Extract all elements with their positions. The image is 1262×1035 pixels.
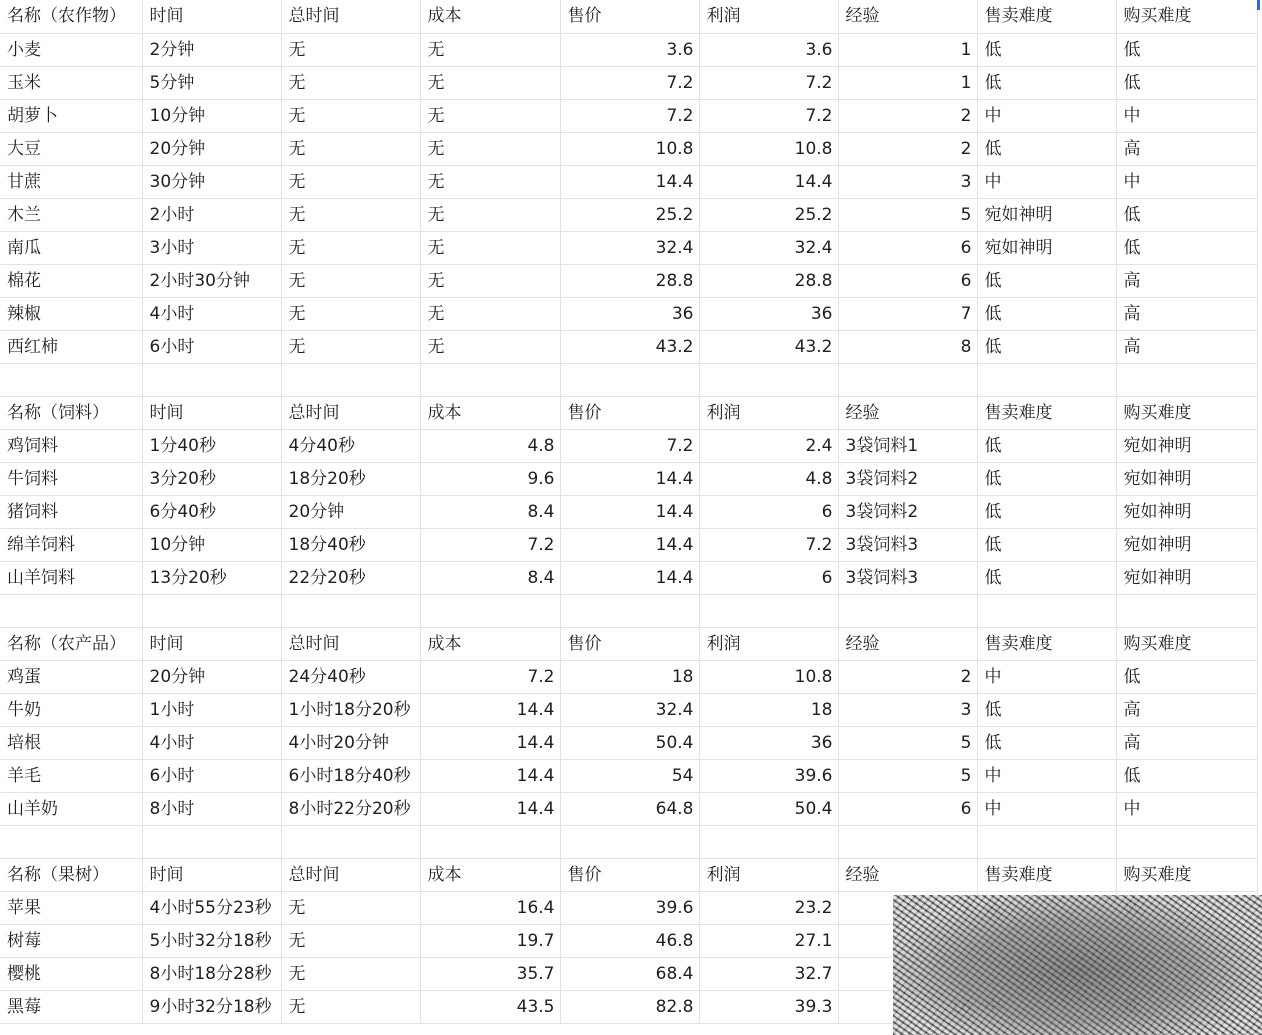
table-cell[interactable]: 10.8 <box>699 660 838 693</box>
empty-cell[interactable] <box>420 594 560 627</box>
header-cell[interactable]: 购买难度 <box>1116 396 1257 429</box>
table-cell[interactable]: 3 <box>838 165 977 198</box>
table-cell[interactable]: 1 <box>838 33 977 66</box>
table-cell[interactable]: 樱桃 <box>0 957 142 990</box>
table-cell[interactable]: 6小时 <box>142 759 281 792</box>
table-cell[interactable]: 4小时 <box>142 726 281 759</box>
header-cell[interactable]: 售价 <box>560 858 699 891</box>
table-cell[interactable]: 4小时20分钟 <box>281 726 420 759</box>
table-row <box>0 165 1257 198</box>
header-row <box>0 0 1257 33</box>
header-cell[interactable]: 成本 <box>420 0 560 33</box>
table-cell[interactable]: 14.4 <box>560 165 699 198</box>
table-cell[interactable]: 无 <box>281 66 420 99</box>
table-cell[interactable]: 苹果 <box>0 891 142 924</box>
table-cell[interactable]: 低 <box>1116 33 1257 66</box>
table-cell[interactable]: 低 <box>977 330 1116 363</box>
table-cell[interactable]: 18分40秒 <box>281 528 420 561</box>
table-cell[interactable]: 8 <box>838 330 977 363</box>
table-cell[interactable]: 20分钟 <box>281 495 420 528</box>
table-cell[interactable]: 18 <box>699 693 838 726</box>
table-cell[interactable]: 82.8 <box>560 990 699 1023</box>
table-cell[interactable]: 无 <box>420 66 560 99</box>
header-cell[interactable]: 经验 <box>838 858 977 891</box>
table-cell[interactable]: 7.2 <box>560 99 699 132</box>
table-cell[interactable]: 宛如神明 <box>977 231 1116 264</box>
table-cell[interactable]: 山羊饲料 <box>0 561 142 594</box>
table-cell[interactable]: 无 <box>420 132 560 165</box>
table-cell[interactable]: 6分40秒 <box>142 495 281 528</box>
table-cell[interactable]: 无 <box>281 99 420 132</box>
empty-cell[interactable] <box>0 594 142 627</box>
header-cell[interactable]: 购买难度 <box>1116 0 1257 33</box>
table-cell[interactable]: 14.4 <box>420 693 560 726</box>
table-cell[interactable]: 羊毛 <box>0 759 142 792</box>
table-cell[interactable]: 低 <box>977 264 1116 297</box>
header-cell[interactable]: 售价 <box>560 396 699 429</box>
table-cell[interactable]: 6小时 <box>142 330 281 363</box>
header-cell[interactable]: 售卖难度 <box>977 627 1116 660</box>
table-cell[interactable]: 7.2 <box>420 528 560 561</box>
table-cell[interactable]: 10分钟 <box>142 528 281 561</box>
table-cell[interactable]: 低 <box>1116 660 1257 693</box>
table-cell[interactable]: 28.8 <box>560 264 699 297</box>
empty-row <box>0 825 1257 858</box>
table-cell[interactable]: 1小时18分20秒 <box>281 693 420 726</box>
table-cell[interactable]: 无 <box>420 330 560 363</box>
table-cell[interactable]: 6 <box>838 264 977 297</box>
table-row <box>0 330 1257 363</box>
header-cell[interactable]: 总时间 <box>281 396 420 429</box>
table-cell[interactable]: 43.2 <box>699 330 838 363</box>
table-cell[interactable]: 宛如神明 <box>1116 429 1257 462</box>
table-cell[interactable]: 中 <box>1116 165 1257 198</box>
empty-cell[interactable] <box>977 825 1116 858</box>
table-cell[interactable]: 9.6 <box>420 462 560 495</box>
table-cell[interactable]: 46.8 <box>560 924 699 957</box>
table-cell[interactable]: 8小时22分20秒 <box>281 792 420 825</box>
table-cell[interactable]: 无 <box>281 165 420 198</box>
table-cell[interactable]: 3袋饲料1 <box>838 429 977 462</box>
table-cell[interactable]: 13分20秒 <box>142 561 281 594</box>
empty-cell[interactable] <box>281 594 420 627</box>
table-cell[interactable]: 6 <box>699 495 838 528</box>
table-cell[interactable]: 1小时 <box>142 693 281 726</box>
header-cell[interactable]: 购买难度 <box>1116 627 1257 660</box>
table-cell[interactable]: 5 <box>838 198 977 231</box>
table-cell[interactable]: 43.5 <box>420 990 560 1023</box>
table-row <box>0 726 1257 759</box>
table-cell[interactable]: 20分钟 <box>142 132 281 165</box>
table-cell[interactable]: 无 <box>420 231 560 264</box>
table-cell[interactable]: 牛饲料 <box>0 462 142 495</box>
empty-cell[interactable] <box>1116 363 1257 396</box>
noise-overlay <box>893 895 1262 1035</box>
selection-edge-marker <box>1257 0 1260 10</box>
table-cell[interactable]: 14.4 <box>420 759 560 792</box>
table-cell[interactable]: 低 <box>1116 66 1257 99</box>
table-cell[interactable]: 2 <box>838 132 977 165</box>
table-cell[interactable]: 木兰 <box>0 198 142 231</box>
header-cell[interactable]: 利润 <box>699 627 838 660</box>
empty-row <box>0 363 1257 396</box>
table-cell[interactable]: 低 <box>977 528 1116 561</box>
empty-cell[interactable] <box>699 363 838 396</box>
empty-cell[interactable] <box>142 594 281 627</box>
table-cell[interactable]: 2 <box>838 99 977 132</box>
table-cell[interactable]: 中 <box>977 99 1116 132</box>
table-cell[interactable]: 8小时 <box>142 792 281 825</box>
table-cell[interactable]: 36 <box>699 726 838 759</box>
table-cell[interactable]: 5小时32分18秒 <box>142 924 281 957</box>
table-cell[interactable]: 低 <box>1116 231 1257 264</box>
empty-cell[interactable] <box>560 363 699 396</box>
table-cell[interactable]: 36 <box>560 297 699 330</box>
header-cell[interactable]: 售价 <box>560 0 699 33</box>
empty-cell[interactable] <box>560 594 699 627</box>
table-cell[interactable]: 中 <box>977 660 1116 693</box>
table-row <box>0 693 1257 726</box>
table-cell[interactable]: 低 <box>977 462 1116 495</box>
table-cell[interactable]: 10分钟 <box>142 99 281 132</box>
table-cell[interactable]: 24分40秒 <box>281 660 420 693</box>
table-row <box>0 33 1257 66</box>
table-cell[interactable]: 20分钟 <box>142 660 281 693</box>
table-row <box>0 132 1257 165</box>
table-cell[interactable]: 低 <box>977 561 1116 594</box>
table-cell[interactable]: 大豆 <box>0 132 142 165</box>
header-cell[interactable]: 经验 <box>838 0 977 33</box>
table-cell[interactable]: 低 <box>977 132 1116 165</box>
table-cell[interactable]: 2分钟 <box>142 33 281 66</box>
table-cell[interactable]: 9小时32分18秒 <box>142 990 281 1023</box>
table-cell[interactable]: 4.8 <box>420 429 560 462</box>
empty-cell[interactable] <box>281 825 420 858</box>
table-cell[interactable]: 32.4 <box>560 693 699 726</box>
table-row <box>0 462 1257 495</box>
table-cell[interactable]: 3袋饲料2 <box>838 462 977 495</box>
table-cell[interactable]: 低 <box>977 429 1116 462</box>
table-cell[interactable]: 牛奶 <box>0 693 142 726</box>
table-cell[interactable]: 14.4 <box>420 726 560 759</box>
table-cell[interactable]: 2 <box>838 660 977 693</box>
table-cell[interactable]: 6 <box>838 792 977 825</box>
table-cell[interactable]: 胡萝卜 <box>0 99 142 132</box>
table-cell[interactable]: 8.4 <box>420 495 560 528</box>
table-cell[interactable]: 无 <box>420 165 560 198</box>
table-cell[interactable]: 宛如神明 <box>977 198 1116 231</box>
table-cell[interactable]: 高 <box>1116 726 1257 759</box>
table-cell[interactable]: 6 <box>699 561 838 594</box>
table-cell[interactable]: 7 <box>838 297 977 330</box>
table-cell[interactable]: 64.8 <box>560 792 699 825</box>
header-cell[interactable]: 售价 <box>560 627 699 660</box>
header-cell[interactable]: 时间 <box>142 858 281 891</box>
table-cell[interactable]: 低 <box>1116 198 1257 231</box>
table-cell[interactable]: 高 <box>1116 264 1257 297</box>
table-cell[interactable]: 7.2 <box>699 528 838 561</box>
header-cell[interactable]: 名称（果树） <box>0 858 142 891</box>
table-cell[interactable]: 无 <box>281 264 420 297</box>
table-cell[interactable]: 无 <box>281 231 420 264</box>
table-cell[interactable]: 鸡蛋 <box>0 660 142 693</box>
table-cell[interactable]: 西红柿 <box>0 330 142 363</box>
empty-cell[interactable] <box>0 825 142 858</box>
table-cell[interactable]: 无 <box>281 33 420 66</box>
table-cell[interactable]: 无 <box>420 33 560 66</box>
table-cell[interactable]: 4分40秒 <box>281 429 420 462</box>
table-row <box>0 264 1257 297</box>
table-cell[interactable]: 4小时55分23秒 <box>142 891 281 924</box>
empty-cell[interactable] <box>977 594 1116 627</box>
header-cell[interactable]: 成本 <box>420 858 560 891</box>
table-cell[interactable]: 4小时 <box>142 297 281 330</box>
table-cell[interactable]: 低 <box>1116 759 1257 792</box>
table-cell[interactable]: 无 <box>281 924 420 957</box>
table-cell[interactable]: 39.6 <box>560 891 699 924</box>
header-cell[interactable]: 总时间 <box>281 858 420 891</box>
column-edge <box>1257 0 1262 1035</box>
table-cell[interactable]: 16.4 <box>420 891 560 924</box>
table-cell[interactable]: 宛如神明 <box>1116 462 1257 495</box>
table-cell[interactable]: 低 <box>977 66 1116 99</box>
table-cell[interactable]: 14.4 <box>560 528 699 561</box>
table-cell[interactable]: 14.4 <box>699 165 838 198</box>
table-cell[interactable]: 14.4 <box>560 462 699 495</box>
table-row <box>0 198 1257 231</box>
table-cell[interactable]: 棉花 <box>0 264 142 297</box>
table-cell[interactable]: 8小时18分28秒 <box>142 957 281 990</box>
table-cell[interactable]: 低 <box>977 33 1116 66</box>
empty-cell[interactable] <box>560 825 699 858</box>
table-cell[interactable]: 39.3 <box>699 990 838 1023</box>
table-cell[interactable]: 无 <box>420 297 560 330</box>
table-cell[interactable]: 6小时18分40秒 <box>281 759 420 792</box>
table-row <box>0 66 1257 99</box>
table-cell[interactable]: 无 <box>281 990 420 1023</box>
table-cell[interactable]: 宛如神明 <box>1116 528 1257 561</box>
table-cell[interactable]: 宛如神明 <box>1116 495 1257 528</box>
table-cell[interactable]: 高 <box>1116 693 1257 726</box>
header-cell[interactable]: 利润 <box>699 858 838 891</box>
table-cell[interactable]: 23.2 <box>699 891 838 924</box>
header-cell[interactable]: 售卖难度 <box>977 0 1116 33</box>
table-cell[interactable]: 3 <box>838 693 977 726</box>
table-cell[interactable]: 无 <box>281 132 420 165</box>
header-cell[interactable]: 售卖难度 <box>977 396 1116 429</box>
header-cell[interactable]: 时间 <box>142 396 281 429</box>
table-cell[interactable]: 1 <box>838 66 977 99</box>
table-cell[interactable]: 30分钟 <box>142 165 281 198</box>
header-cell[interactable]: 经验 <box>838 627 977 660</box>
table-cell[interactable]: 绵羊饲料 <box>0 528 142 561</box>
table-cell[interactable]: 辣椒 <box>0 297 142 330</box>
table-cell[interactable]: 5 <box>838 759 977 792</box>
header-cell[interactable]: 名称（饲料） <box>0 396 142 429</box>
table-cell[interactable]: 树莓 <box>0 924 142 957</box>
table-cell[interactable]: 3袋饲料2 <box>838 495 977 528</box>
table-cell[interactable]: 无 <box>281 957 420 990</box>
table-cell[interactable]: 25.2 <box>699 198 838 231</box>
table-cell[interactable]: 32.4 <box>560 231 699 264</box>
table-cell[interactable]: 5分钟 <box>142 66 281 99</box>
table-cell[interactable]: 低 <box>977 495 1116 528</box>
table-cell[interactable]: 7.2 <box>699 66 838 99</box>
table-cell[interactable]: 鸡饲料 <box>0 429 142 462</box>
empty-row <box>0 594 1257 627</box>
table-cell[interactable]: 54 <box>560 759 699 792</box>
table-cell[interactable]: 1分40秒 <box>142 429 281 462</box>
header-row <box>0 858 1257 891</box>
header-cell[interactable]: 名称（农产品） <box>0 627 142 660</box>
table-cell[interactable]: 50.4 <box>699 792 838 825</box>
empty-cell[interactable] <box>142 825 281 858</box>
empty-cell[interactable] <box>281 363 420 396</box>
table-cell[interactable]: 无 <box>281 297 420 330</box>
table-cell[interactable]: 50.4 <box>560 726 699 759</box>
empty-cell[interactable] <box>1116 594 1257 627</box>
table-cell[interactable]: 27.1 <box>699 924 838 957</box>
header-cell[interactable]: 名称（农作物） <box>0 0 142 33</box>
empty-cell[interactable] <box>0 363 142 396</box>
table-cell[interactable]: 19.7 <box>420 924 560 957</box>
table-row <box>0 297 1257 330</box>
table-cell[interactable]: 4.8 <box>699 462 838 495</box>
header-cell[interactable]: 总时间 <box>281 627 420 660</box>
table-cell[interactable]: 14.4 <box>420 792 560 825</box>
table-cell[interactable]: 高 <box>1116 330 1257 363</box>
table-row <box>0 528 1257 561</box>
table-cell[interactable]: 无 <box>420 198 560 231</box>
header-cell[interactable]: 时间 <box>142 0 281 33</box>
empty-cell[interactable] <box>420 825 560 858</box>
table-row <box>0 495 1257 528</box>
table-cell[interactable]: 10.8 <box>699 132 838 165</box>
table-cell[interactable]: 18分20秒 <box>281 462 420 495</box>
table-cell[interactable]: 36 <box>699 297 838 330</box>
table-cell[interactable]: 玉米 <box>0 66 142 99</box>
header-cell[interactable]: 经验 <box>838 396 977 429</box>
header-cell[interactable]: 利润 <box>699 396 838 429</box>
table-cell[interactable]: 中 <box>977 165 1116 198</box>
table-cell[interactable]: 南瓜 <box>0 231 142 264</box>
header-cell[interactable]: 时间 <box>142 627 281 660</box>
table-cell[interactable]: 10.8 <box>560 132 699 165</box>
table-cell[interactable]: 黑莓 <box>0 990 142 1023</box>
table-cell[interactable]: 3.6 <box>560 33 699 66</box>
table-cell[interactable]: 中 <box>1116 792 1257 825</box>
table-cell[interactable]: 中 <box>977 792 1116 825</box>
table-cell[interactable]: 无 <box>281 891 420 924</box>
table-cell[interactable]: 甘蔗 <box>0 165 142 198</box>
table-cell[interactable]: 3小时 <box>142 231 281 264</box>
table-cell[interactable]: 猪饲料 <box>0 495 142 528</box>
header-cell[interactable]: 成本 <box>420 396 560 429</box>
header-cell[interactable]: 利润 <box>699 0 838 33</box>
table-cell[interactable]: 3分20秒 <box>142 462 281 495</box>
table-row <box>0 660 1257 693</box>
header-row <box>0 396 1257 429</box>
table-cell[interactable]: 7.2 <box>699 99 838 132</box>
table-cell[interactable]: 无 <box>281 198 420 231</box>
table-cell[interactable]: 32.4 <box>699 231 838 264</box>
header-cell[interactable]: 成本 <box>420 627 560 660</box>
table-cell[interactable]: 8.4 <box>420 561 560 594</box>
table-cell[interactable]: 中 <box>1116 99 1257 132</box>
header-cell[interactable]: 售卖难度 <box>977 858 1116 891</box>
table-row <box>0 231 1257 264</box>
table-cell[interactable]: 3袋饲料3 <box>838 528 977 561</box>
table-cell[interactable]: 2小时30分钟 <box>142 264 281 297</box>
table-row <box>0 561 1257 594</box>
table-row <box>0 792 1257 825</box>
table-cell[interactable]: 低 <box>977 297 1116 330</box>
empty-cell[interactable] <box>838 825 977 858</box>
header-cell[interactable]: 购买难度 <box>1116 858 1257 891</box>
table-cell[interactable]: 中 <box>977 759 1116 792</box>
empty-cell[interactable] <box>977 363 1116 396</box>
table-cell[interactable]: 无 <box>281 330 420 363</box>
table-cell[interactable]: 68.4 <box>560 957 699 990</box>
empty-cell[interactable] <box>838 363 977 396</box>
table-cell[interactable]: 35.7 <box>420 957 560 990</box>
table-cell[interactable]: 小麦 <box>0 33 142 66</box>
table-cell[interactable]: 7.2 <box>420 660 560 693</box>
table-cell[interactable]: 无 <box>420 99 560 132</box>
table-cell[interactable]: 培根 <box>0 726 142 759</box>
empty-cell[interactable] <box>142 363 281 396</box>
table-cell[interactable]: 2.4 <box>699 429 838 462</box>
table-cell[interactable]: 高 <box>1116 132 1257 165</box>
header-cell[interactable]: 总时间 <box>281 0 420 33</box>
table-cell[interactable]: 25.2 <box>560 198 699 231</box>
table-cell[interactable]: 高 <box>1116 297 1257 330</box>
table-cell[interactable]: 2小时 <box>142 198 281 231</box>
table-cell[interactable]: 43.2 <box>560 330 699 363</box>
table-cell[interactable]: 3.6 <box>699 33 838 66</box>
table-cell[interactable]: 无 <box>420 264 560 297</box>
table-cell[interactable]: 39.6 <box>699 759 838 792</box>
table-row <box>0 429 1257 462</box>
empty-cell[interactable] <box>420 363 560 396</box>
empty-cell[interactable] <box>838 594 977 627</box>
table-cell[interactable]: 32.7 <box>699 957 838 990</box>
table-cell[interactable]: 14.4 <box>560 495 699 528</box>
header-row <box>0 627 1257 660</box>
table-row <box>0 99 1257 132</box>
empty-cell[interactable] <box>699 594 838 627</box>
table-cell[interactable]: 7.2 <box>560 429 699 462</box>
table-row <box>0 759 1257 792</box>
table-cell[interactable]: 7.2 <box>560 66 699 99</box>
table-cell[interactable]: 14.4 <box>560 561 699 594</box>
table-cell[interactable]: 低 <box>977 726 1116 759</box>
empty-cell[interactable] <box>1116 825 1257 858</box>
table-cell[interactable]: 5 <box>838 726 977 759</box>
table-cell[interactable]: 6 <box>838 231 977 264</box>
table-cell[interactable]: 山羊奶 <box>0 792 142 825</box>
table-cell[interactable]: 28.8 <box>699 264 838 297</box>
table-cell[interactable]: 低 <box>977 693 1116 726</box>
table-cell[interactable]: 3袋饲料3 <box>838 561 977 594</box>
empty-cell[interactable] <box>699 825 838 858</box>
table-cell[interactable]: 18 <box>560 660 699 693</box>
table-cell[interactable]: 宛如神明 <box>1116 561 1257 594</box>
table-cell[interactable]: 22分20秒 <box>281 561 420 594</box>
